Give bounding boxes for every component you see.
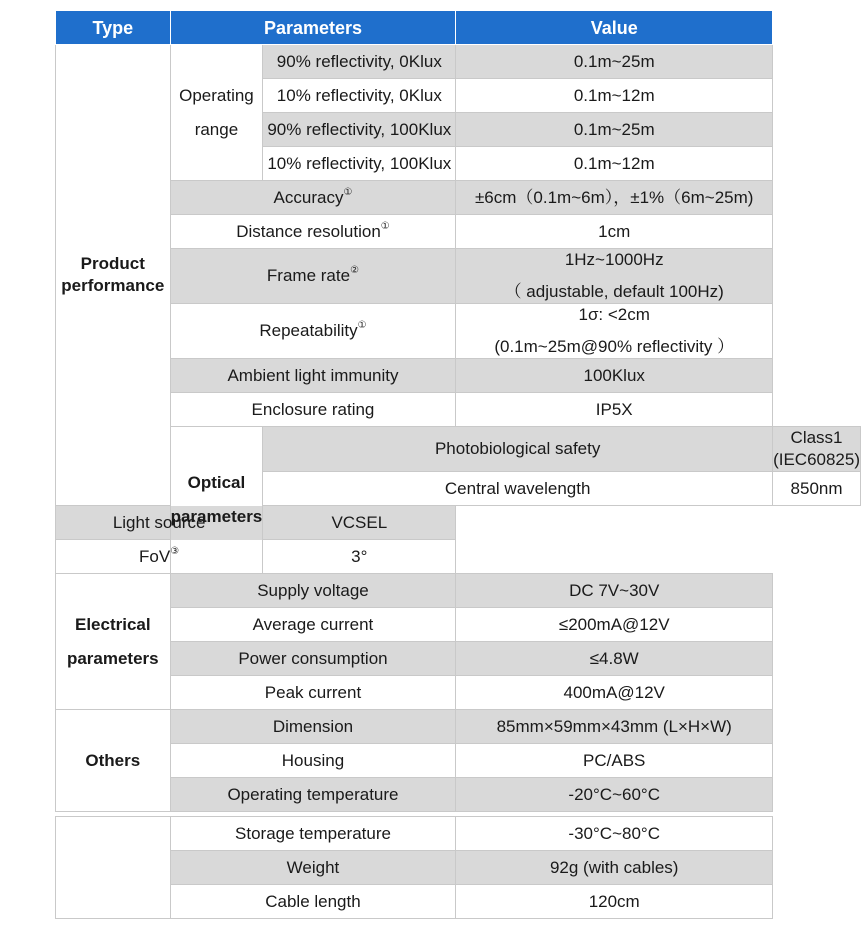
value-cell: 1σ: <2cm (0.1m~25m@90% reflectivity ） <box>456 304 773 359</box>
param-cell: Accuracy① <box>170 181 456 215</box>
spec-table <box>55 10 861 919</box>
param-cell: Light source <box>56 506 263 540</box>
operating-range-label: Operating range <box>170 45 263 181</box>
param-cell: Enclosure rating <box>170 393 456 427</box>
param-cell: Power consumption <box>170 642 456 676</box>
table-row <box>56 676 861 710</box>
value-cell: 1cm <box>456 215 773 249</box>
table-row <box>56 817 861 851</box>
value-cell: 3° <box>263 540 456 574</box>
value-cell: ±6cm（0.1m~6m），±1%（6m~25m) <box>456 181 773 215</box>
value-cell: 400mA@12V <box>456 676 773 710</box>
table-row <box>56 45 861 79</box>
value-cell: 85mm×59mm×43mm (L×H×W) <box>456 710 773 744</box>
value-cell: 0.1m~25m <box>456 45 773 79</box>
table-row <box>56 574 861 608</box>
value-cell: IP5X <box>456 393 773 427</box>
value-cell: 1Hz~1000Hz （ adjustable, default 100Hz) <box>456 249 773 304</box>
header-parameters: Parameters <box>170 11 456 45</box>
param-cell: Weight <box>170 851 456 885</box>
value-cell: 92g (with cables) <box>456 851 773 885</box>
table-row <box>56 181 861 215</box>
param-cell: Operating temperature <box>170 778 456 812</box>
value-cell: 850nm <box>773 472 861 506</box>
type-others-continued <box>56 817 171 919</box>
value-cell: -30°C~80°C <box>456 817 773 851</box>
type-others: Others <box>56 710 171 812</box>
table-row <box>56 608 861 642</box>
param-cell: Average current <box>170 608 456 642</box>
param-cell: Ambient light immunity <box>170 359 456 393</box>
param-cell: Housing <box>170 744 456 778</box>
table-row <box>56 778 861 812</box>
param-cell: 10% reflectivity, 100Klux <box>263 147 456 181</box>
param-cell: 90% reflectivity, 100Klux <box>263 113 456 147</box>
value-cell: 100Klux <box>456 359 773 393</box>
table-row <box>56 642 861 676</box>
value-cell: 0.1m~12m <box>456 79 773 113</box>
value-cell: VCSEL <box>263 506 456 540</box>
table-row <box>56 851 861 885</box>
param-cell: FoV③ <box>56 540 263 574</box>
value-cell: DC 7V~30V <box>456 574 773 608</box>
param-cell: Cable length <box>170 885 456 919</box>
param-cell: Supply voltage <box>170 574 456 608</box>
param-cell: Photobiological safety <box>263 427 773 472</box>
table-row <box>56 744 861 778</box>
table-row <box>56 540 861 574</box>
header-value: Value <box>456 11 773 45</box>
param-cell: Peak current <box>170 676 456 710</box>
value-cell: 0.1m~25m <box>456 113 773 147</box>
value-cell: ≤4.8W <box>456 642 773 676</box>
value-cell: Class1 (IEC60825) <box>773 427 861 472</box>
param-cell: Repeatability① <box>170 304 456 359</box>
header-type: Type <box>56 11 171 45</box>
param-cell: Dimension <box>170 710 456 744</box>
table-row <box>56 359 861 393</box>
param-cell: Central wavelength <box>263 472 773 506</box>
type-electrical-parameters: Electrical parameters <box>56 574 171 710</box>
param-cell: Distance resolution① <box>170 215 456 249</box>
type-product-performance: Product performance <box>56 45 171 506</box>
type-optical-parameters: Optical parameters <box>170 427 263 574</box>
table-row <box>56 215 861 249</box>
value-cell: ≤200mA@12V <box>456 608 773 642</box>
value-cell: PC/ABS <box>456 744 773 778</box>
table-row <box>56 249 861 304</box>
header-row <box>56 11 861 45</box>
table-row <box>56 710 861 744</box>
param-cell: 10% reflectivity, 0Klux <box>263 79 456 113</box>
param-cell: 90% reflectivity, 0Klux <box>263 45 456 79</box>
value-cell: 0.1m~12m <box>456 147 773 181</box>
value-cell: -20°C~60°C <box>456 778 773 812</box>
table-row <box>56 885 861 919</box>
param-cell: Storage temperature <box>170 817 456 851</box>
table-row <box>56 393 861 427</box>
param-cell: Frame rate② <box>170 249 456 304</box>
table-row <box>56 427 861 472</box>
value-cell: 120cm <box>456 885 773 919</box>
table-row <box>56 304 861 359</box>
